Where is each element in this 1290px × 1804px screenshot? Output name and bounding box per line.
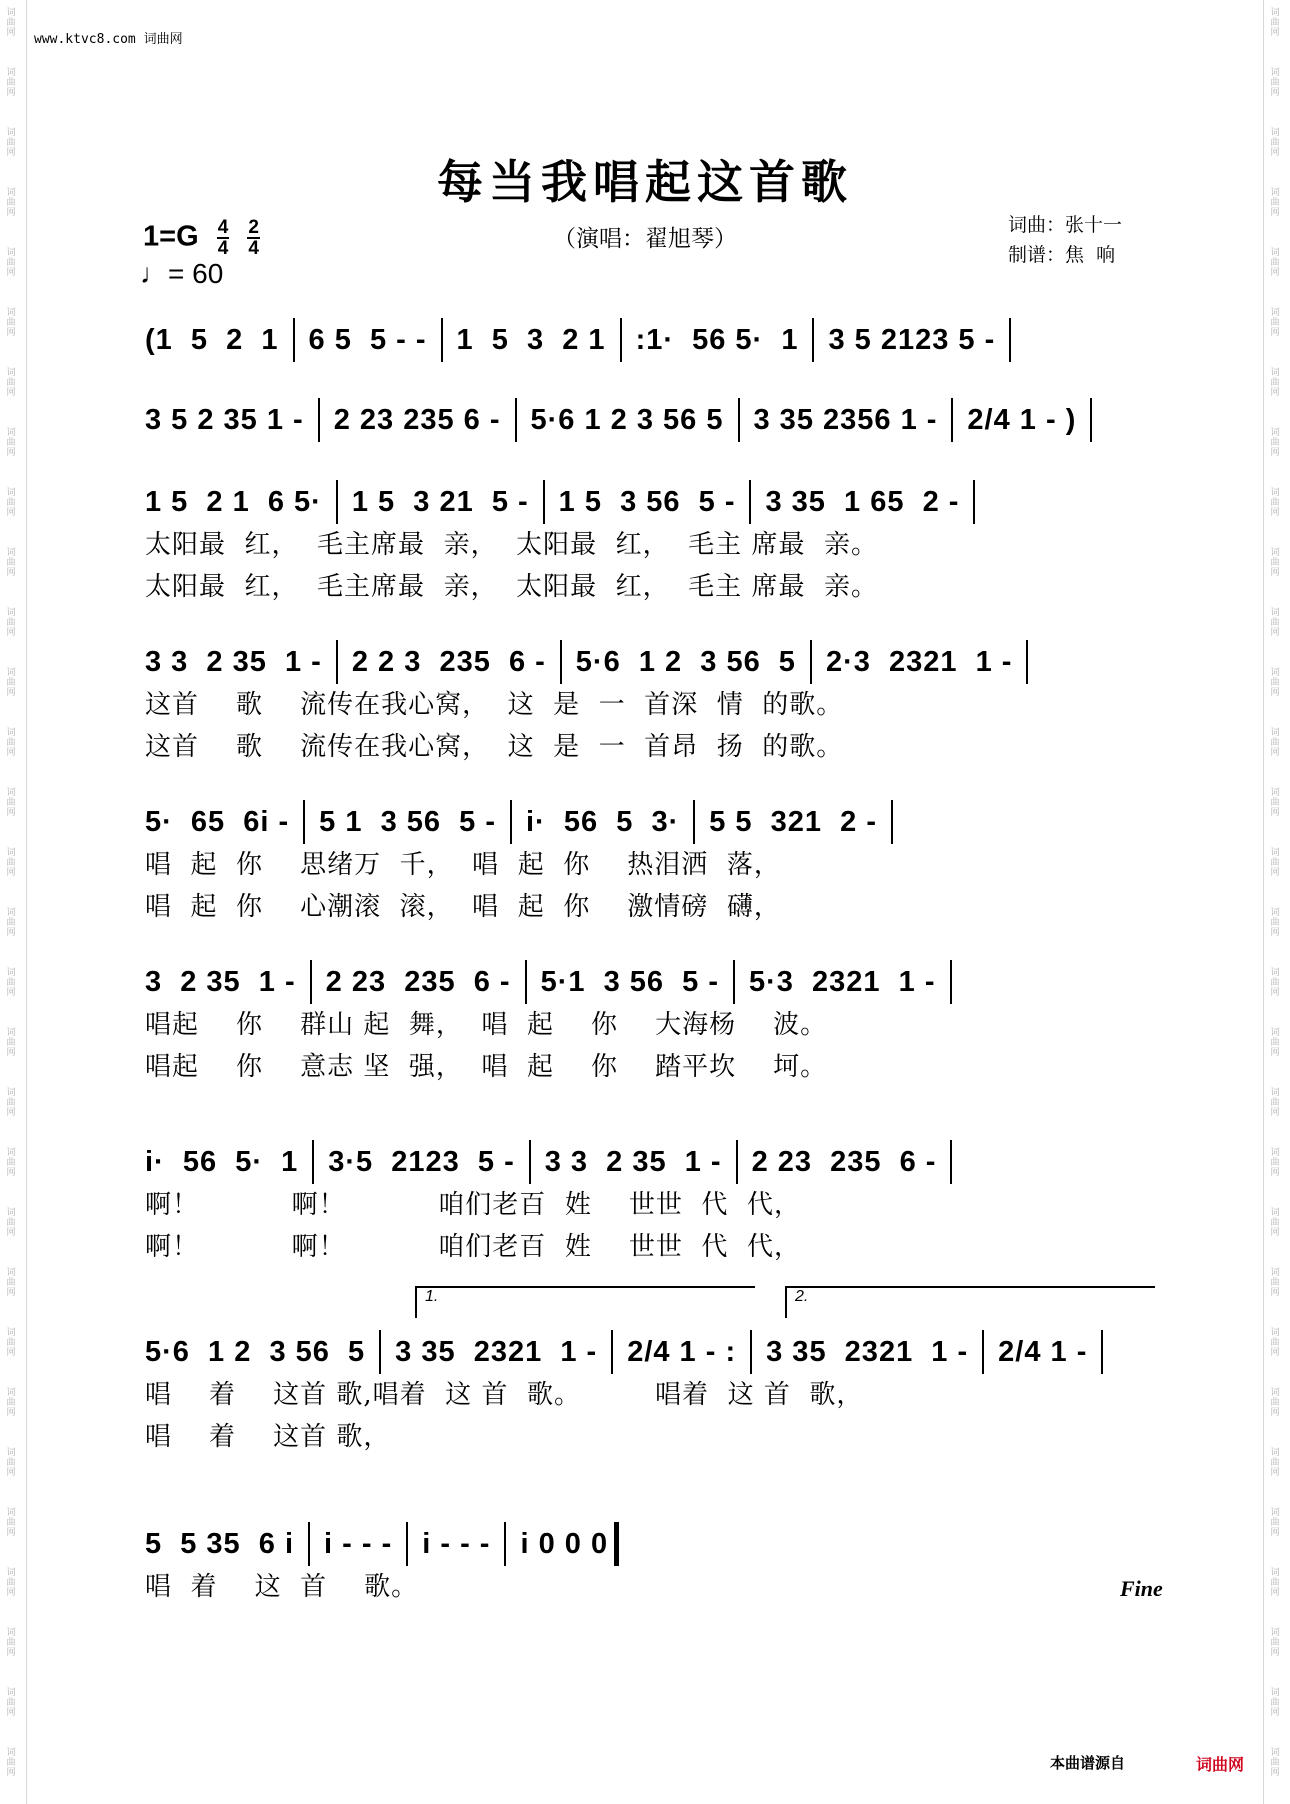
measure: 2 23 235 6 - [333,404,501,436]
barline [1026,640,1028,684]
measure: 5 5 321 2 - [709,806,878,838]
measure: 5·6 1 2 3 56 5 [530,404,724,436]
left-margin-strip [0,0,27,1804]
measure: 1 5 2 1 6 5· [145,486,322,518]
edge-watermark: 词 曲 网 [1270,1328,1280,1358]
measure: 2/4 1 - [998,1336,1088,1368]
lyrics-music-credit: 词曲：张十一 [1008,214,1123,236]
edge-watermark: 词 曲 网 [6,1568,16,1598]
edge-watermark: 词 曲 网 [6,68,16,98]
edge-watermark: 词 曲 网 [1270,488,1280,518]
edge-watermark: 词 曲 网 [1270,668,1280,698]
notation-line [145,1140,1150,1184]
edge-watermark: 词 曲 网 [6,608,16,638]
measure: 6 5 5 - - [308,324,427,356]
edge-watermark: 词 曲 网 [6,8,16,38]
edge-watermark: 词 曲 网 [1270,788,1280,818]
edge-watermark: 词 曲 网 [1270,1388,1280,1418]
edge-watermark: 词 曲 网 [1270,908,1280,938]
barline [738,398,740,442]
measure: 3·5 2123 5 - [328,1146,515,1178]
barline [543,480,545,524]
edge-watermark: 词 曲 网 [1270,848,1280,878]
barline [510,800,512,844]
barline [560,640,562,684]
score-system [145,1522,1163,1608]
edge-watermark: 词 曲 网 [6,548,16,578]
edge-watermark: 词 曲 网 [1270,1628,1280,1658]
barline [406,1522,408,1566]
measure: 3 3 2 35 1 - [145,646,322,678]
edge-watermark: 词 曲 网 [6,1268,16,1298]
barline [951,398,953,442]
arranger-credit: 制谱：焦 响 [1008,244,1116,266]
measure: 2 23 235 6 - [325,966,511,998]
edge-watermark: 词 曲 网 [1270,1748,1280,1778]
edge-watermark: 词 曲 网 [1270,68,1280,98]
lyrics-line: 这首 歌 流传在我心窝， 这 是 一 首昂 扬 的歌。 [145,732,844,762]
barline [525,960,527,1004]
measure: 5·3 2321 1 - [749,966,936,998]
measure: 3 35 2321 1 - [766,1336,969,1368]
measure: 2 2 3 235 6 - [351,646,546,678]
credits-block [1008,210,1122,270]
fine-marking: Fine [1120,1576,1163,1601]
barline [1009,318,1011,362]
right-margin-strip [1263,0,1290,1804]
measure: 5 5 35 6 i [145,1528,295,1560]
volta-label: 2. [785,1286,1155,1318]
edge-watermark: 词 曲 网 [1270,428,1280,458]
barline [504,1522,506,1566]
lyrics-line: 唱起 你 意志 坚 强， 唱 起 你 踏平坎 坷。 [145,1052,828,1082]
measure: :1· 56 5· 1 [635,324,799,356]
edge-watermark: 词 曲 网 [6,368,16,398]
edge-watermark: 词 曲 网 [6,1448,16,1478]
notation-line [145,800,1150,844]
edge-watermark: 词 曲 网 [6,848,16,878]
measure: i - - - [422,1528,491,1560]
notation-line [145,640,1150,684]
barline [1090,398,1092,442]
measure: 5 1 3 56 5 - [319,806,496,838]
notation-line [145,960,1150,1004]
lyrics-line: 唱 着 这首 歌,唱着 这 首 歌。 唱着 这 首 歌， [145,1380,864,1410]
score-system [145,960,1150,1088]
edge-watermark: 词 曲 网 [1270,8,1280,38]
measure: 3 35 2356 1 - [753,404,938,436]
barline [308,1522,310,1566]
song-title: 每当我唱起这首歌 [437,155,853,209]
edge-watermark: 词 曲 网 [6,1208,16,1238]
notation-line [145,318,1150,362]
edge-watermark: 词 曲 网 [6,1148,16,1178]
edge-watermark: 词 曲 网 [1270,968,1280,998]
lyrics-line: 唱 起 你 思绪万 千， 唱 起 你 热泪洒 落， [145,850,781,880]
edge-watermark: 词 曲 网 [6,788,16,818]
notation-line [145,1522,1150,1566]
measure: i· 56 5· 1 [145,1146,299,1178]
barline [379,1330,381,1374]
measure: 3 2 35 1 - [145,966,296,998]
lyrics-line: 这首 歌 流传在我心窝， 这 是 一 首深 情 的歌。 [145,690,844,720]
footer-source-label: 本曲谱源自 [1050,1754,1126,1772]
edge-watermark: 词 曲 网 [6,1628,16,1658]
lyrics-line: 唱 起 你 心潮滚 滚， 唱 起 你 激情磅 礴， [145,892,781,922]
edge-watermark: 词 曲 网 [1270,248,1280,278]
score-system [145,800,1150,928]
edge-watermark: 词 曲 网 [1270,1568,1280,1598]
measure: 3 35 2321 1 - [395,1336,598,1368]
edge-watermark: 词 曲 网 [1270,188,1280,218]
edge-watermark: 词 曲 网 [1270,1268,1280,1298]
barline [611,1330,613,1374]
edge-watermark: 词 曲 网 [1270,368,1280,398]
tempo-marking: ♩= 60 [140,258,224,289]
measure: 1 5 3 2 1 [456,324,606,356]
key-label: 1=G [143,220,199,253]
edge-watermark: 词 曲 网 [6,1688,16,1718]
site-watermark[interactable]: www.ktvc8.com 词曲网 [34,32,183,47]
score-system [145,640,1150,768]
barline [950,1140,952,1184]
lyrics-line: 唱 着 这首 歌， [145,1422,391,1452]
barline [620,318,622,362]
edge-watermark: 词 曲 网 [6,1748,16,1778]
edge-watermark: 词 曲 网 [6,308,16,338]
barline [733,960,735,1004]
measure: 1 5 3 56 5 - [558,486,736,518]
measure: 3 35 1 65 2 - [765,486,960,518]
measure: 3 3 2 35 1 - [544,1146,722,1178]
score-system [145,480,1150,608]
edge-watermark: 词 曲 网 [6,1088,16,1118]
score-system [145,398,1150,442]
measure: 3 5 2123 5 - [828,324,996,356]
edge-watermark: 词 曲 网 [6,1328,16,1358]
edge-watermark: 词 曲 网 [6,728,16,758]
edge-watermark: 词 曲 网 [6,1508,16,1538]
barline [529,1140,531,1184]
edge-watermark: 词 曲 网 [6,968,16,998]
measure: 5·6 1 2 3 56 5 [575,646,796,678]
barline [950,960,952,1004]
notation-line [145,1330,1150,1374]
notation-line [145,480,1150,524]
barline [303,800,305,844]
barline [812,318,814,362]
lyrics-line: 啊！ 啊！ 咱们老百 姓 世世 代 代， [145,1232,801,1262]
barline [973,480,975,524]
edge-watermark: 词 曲 网 [6,668,16,698]
measure: 1 5 3 21 5 - [351,486,529,518]
barline [614,1522,619,1566]
barline [982,1330,984,1374]
barline [693,800,695,844]
edge-watermark: 词 曲 网 [1270,548,1280,578]
time-signature-2: $\frac{2}{4}$ [248,217,259,259]
lyrics-line: 唱起 你 群山 起 舞， 唱 起 你 大海杨 波。 [145,1010,828,1040]
edge-watermark: 词 曲 网 [6,428,16,458]
edge-watermark: 词 曲 网 [1270,1208,1280,1238]
edge-watermark: 词 曲 网 [1270,128,1280,158]
barline [750,1330,752,1374]
edge-watermark: 词 曲 网 [6,248,16,278]
measure: i 0 0 0 [520,1528,609,1560]
lyrics-line: 太阳最 红， 毛主席最 亲， 太阳最 红， 毛主 席最 亲。 [145,530,878,560]
barline [736,1140,738,1184]
edge-watermark: 词 曲 网 [6,188,16,218]
volta-label: 1. [415,1286,755,1318]
performer-credit: （演唱：翟旭琴） [553,226,737,252]
score-system [145,318,1150,362]
edge-watermark: 词 曲 网 [1270,1688,1280,1718]
edge-watermark: 词 曲 网 [1270,728,1280,758]
barline [318,398,320,442]
measure: 2/4 1 - : [627,1336,737,1368]
barline [441,318,443,362]
barline [1101,1330,1103,1374]
barline [810,640,812,684]
measure: 2/4 1 - ) [967,404,1077,436]
notation-line [145,398,1150,442]
edge-watermark: 词 曲 网 [1270,308,1280,338]
barline [312,1140,314,1184]
lyrics-line: 太阳最 红， 毛主席最 亲， 太阳最 红， 毛主 席最 亲。 [145,572,878,602]
measure: (1 5 2 1 [145,324,279,356]
barline [310,960,312,1004]
barline [891,800,893,844]
edge-watermark: 词 曲 网 [6,488,16,518]
measure: i - - - [324,1528,393,1560]
barline [749,480,751,524]
barline [515,398,517,442]
edge-watermark: 词 曲 网 [6,1028,16,1058]
barline [293,318,295,362]
edge-watermark: 词 曲 网 [1270,1448,1280,1478]
measure: 2 23 235 6 - [751,1146,937,1178]
edge-watermark: 词 曲 网 [6,908,16,938]
edge-watermark: 词 曲 网 [1270,608,1280,638]
lyrics-line: 唱 着 这 首 歌。 [145,1572,419,1602]
barline [336,480,338,524]
edge-watermark: 词 曲 网 [1270,1088,1280,1118]
edge-watermark: 词 曲 网 [6,1388,16,1418]
measure: 5·6 1 2 3 56 5 [145,1336,366,1368]
score-system [145,1140,1150,1268]
measure: 5· 65 6i - [145,806,290,838]
measure: 3 5 2 35 1 - [145,404,304,436]
score-system [145,1288,1150,1458]
measure: 5·1 3 56 5 - [540,966,719,998]
measure: i· 56 5 3· [526,806,680,838]
footer-site-link[interactable]: 词曲网 [1196,1755,1245,1774]
edge-watermark: 词 曲 网 [1270,1508,1280,1538]
barline [336,640,338,684]
edge-watermark: 词 曲 网 [6,128,16,158]
time-signature-1: $\frac{4}{4}$ [217,217,229,259]
lyrics-line: 啊！ 啊！ 咱们老百 姓 世世 代 代， [145,1190,801,1220]
measure: 2·3 2321 1 - [825,646,1013,678]
edge-watermark: 词 曲 网 [1270,1028,1280,1058]
edge-watermark: 词 曲 网 [1270,1148,1280,1178]
